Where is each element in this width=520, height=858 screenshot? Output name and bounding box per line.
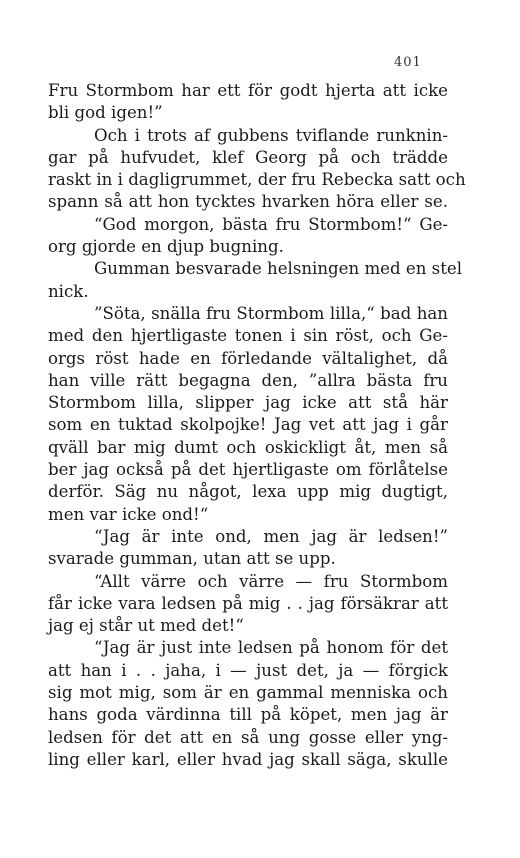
text-line: derför. Säg nu något, lexa upp mig dugtigt,: [48, 482, 448, 502]
text-line: ledsen för det att en så ung gosse eller yng-: [48, 727, 448, 747]
text-line: svarade gumman, utan att se upp.: [48, 549, 336, 569]
text-line: Gumman besvarade helsningen med en stel: [94, 259, 462, 279]
text-line: ber jag också på det hjertligaste om förlåtelse: [48, 460, 448, 480]
text-line: qväll bar mig dumt och oskickligt åt, men så: [48, 437, 448, 457]
text-line: men var icke ond!“: [48, 504, 209, 524]
page-number: 401: [394, 55, 422, 70]
text-line: “Jag är just inte ledsen på honom för det: [94, 638, 448, 658]
text-line: “Allt värre och värre — fru Stormbom: [94, 571, 448, 591]
text-line: orgs röst hade en förledande vältalighet, då: [48, 348, 448, 368]
text-line: som en tuktad skolpojke! Jag vet att jag i går: [48, 415, 448, 435]
text-line: ”Söta, snälla fru Stormbom lilla,“ bad han: [94, 303, 448, 323]
text-line: Stormbom lilla, slipper jag icke att stå här: [48, 393, 448, 413]
text-line: spann så att hon tycktes hvarken höra eller se.: [48, 192, 448, 212]
text-line: hans goda värdinna till på köpet, men jag är: [48, 705, 448, 725]
text-line: Fru Stormbom har ett för godt hjerta att icke: [48, 81, 448, 100]
text-line: att han i . . jaha, i — just det, ja — förgick: [48, 660, 448, 680]
text-line: gar på hufvudet, klef Georg på och trädde: [48, 147, 448, 167]
text-line: bli god igen!”: [48, 103, 163, 123]
body-text: [48, 80, 466, 771]
text-line: org gjorde en djup bugning.: [48, 237, 284, 257]
text-line: “God morgon, bästa fru Stormbom!“ Ge-: [94, 214, 448, 234]
text-line: ling eller karl, eller hvad jag skall säga, skulle: [48, 749, 448, 769]
text-line: raskt in i dagligrummet, der fru Rebecka satt och: [48, 170, 466, 190]
text-line: jag ej står ut med det!“: [48, 616, 244, 636]
text-line: “Jag är inte ond, men jag är ledsen!”: [94, 526, 448, 546]
text-line: Och i trots af gubbens tviflande runknin-: [94, 125, 448, 145]
text-line: han ville rätt begagna den, ”allra bästa fru: [48, 370, 448, 390]
text-line: med den hjertligaste tonen i sin röst, och Ge-: [48, 326, 448, 346]
text-line: nick.: [48, 281, 89, 301]
text-line: får icke vara ledsen på mig . . jag försäkrar att: [48, 593, 448, 613]
text-line: sig mot mig, som är en gammal menniska och: [48, 683, 448, 703]
